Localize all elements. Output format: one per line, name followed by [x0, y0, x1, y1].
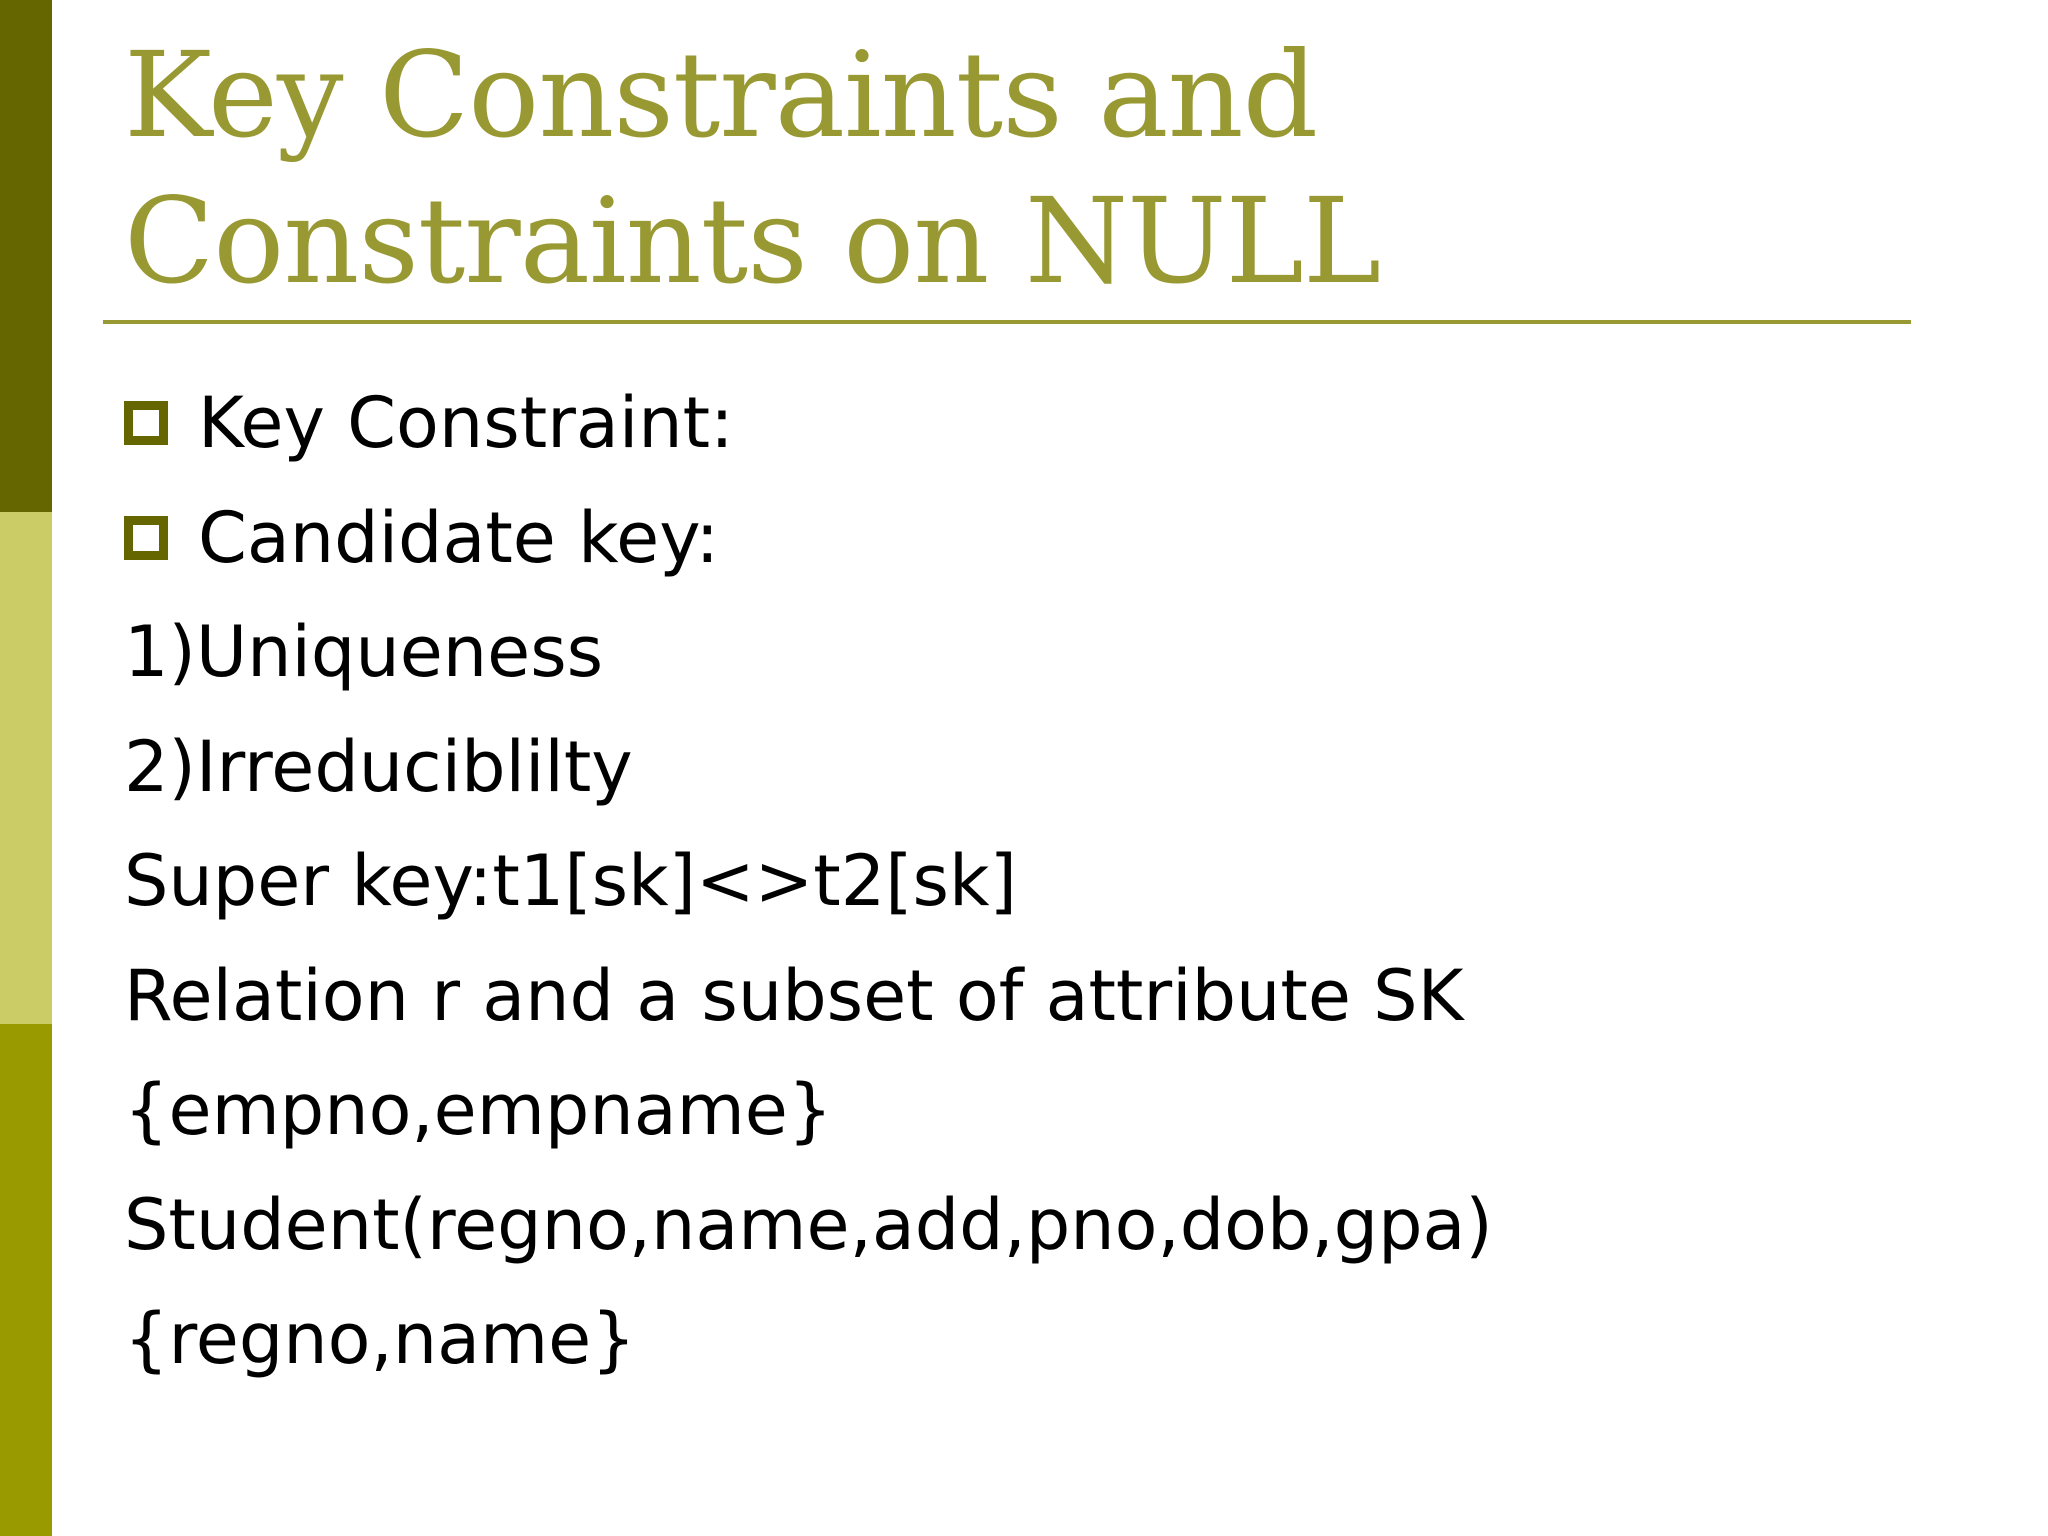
body-line: Student(regno,name,add,pno,dob,gpa) [124, 1183, 1493, 1266]
side-bar-dark-segment [0, 0, 52, 512]
body-line: {regno,name} [124, 1298, 636, 1380]
bullet-text: Key Constraint: [198, 382, 734, 464]
body-line: 1)Uniqueness [124, 611, 604, 693]
side-bar-light-segment [0, 512, 52, 1024]
bullet-item [124, 366, 1924, 481]
slide-body [124, 366, 1924, 1397]
hollow-square-bullet-icon [124, 401, 168, 445]
body-line: 2)Irreduciblilty [124, 725, 633, 808]
body-line: Relation r and a subset of attribute SK [124, 954, 1464, 1037]
body-line: Super key:t1[sk]<>t2[sk] [124, 840, 1017, 922]
title-divider [103, 320, 1911, 324]
bullet-text: Candidate key: [198, 496, 720, 579]
bullet-item [124, 481, 1924, 596]
body-line: {empno,empname} [124, 1069, 833, 1151]
side-bar-mid-segment [0, 1024, 52, 1536]
hollow-square-bullet-icon [124, 516, 168, 560]
slide-title: Key Constraints and Constraints on NULL [124, 26, 1381, 310]
